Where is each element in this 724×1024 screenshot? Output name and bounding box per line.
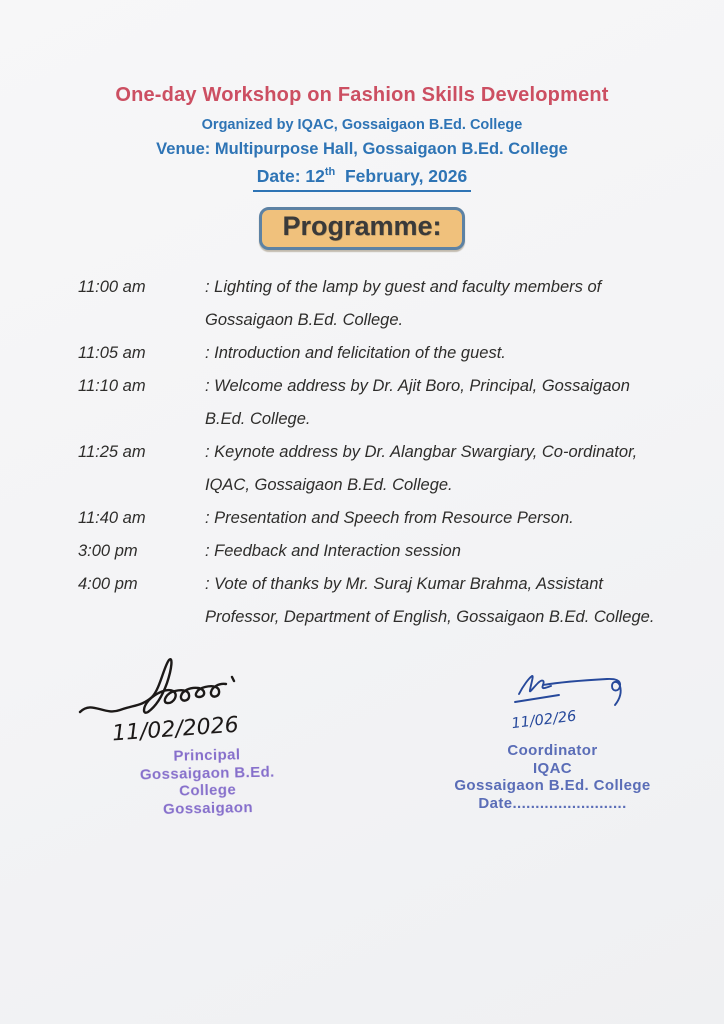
- schedule-description: : Feedback and Interaction session: [205, 542, 461, 560]
- schedule-description: : Vote of thanks by Mr. Suraj Kumar Brahma, Assistant Professor, Department of English, Gossaigaon B.Ed. College.: [205, 575, 655, 626]
- coordinator-handwritten-date: 11/02/26: [510, 708, 578, 733]
- venue-line: Venue: Multipurpose Hall, Gossaigaon B.Ed. College: [156, 140, 568, 158]
- date-line: [253, 166, 471, 192]
- schedule-row: [78, 370, 724, 436]
- schedule-time: 11:40 am: [78, 509, 146, 527]
- date-prefix: Date: 12: [256, 166, 325, 186]
- principal-stamp-line: Gossaigaon B.Ed. College: [139, 763, 275, 800]
- coordinator-stamp-line: Coordinator: [507, 742, 598, 759]
- schedule-description: : Introduction and felicitation of the guest.: [205, 344, 506, 362]
- coordinator-stamp-line: Gossaigaon B.Ed. College: [454, 777, 651, 794]
- coordinator-signature-ink: [503, 666, 643, 741]
- schedule-time: 11:25 am: [78, 443, 146, 461]
- schedule-row: [78, 535, 724, 568]
- schedule-time: 11:10 am: [78, 377, 146, 395]
- schedule-description: : Lighting of the lamp by guest and faculty members of Gossaigaon B.Ed. College.: [205, 278, 602, 329]
- schedule-list: [78, 271, 724, 634]
- principal-stamp-line: Principal: [173, 746, 241, 765]
- programme-heading-wrap: [0, 207, 724, 250]
- principal-stamp: [109, 745, 305, 819]
- schedule-row: [78, 337, 724, 370]
- organizer-line: Organized by IQAC, Gossaigaon B.Ed. College: [201, 117, 523, 133]
- schedule-time: 11:05 am: [78, 344, 146, 362]
- schedule-description: : Presentation and Speech from Resource Person.: [205, 509, 574, 527]
- schedule-time: 3:00 pm: [78, 542, 138, 560]
- date-ordinal-superscript: th: [324, 166, 336, 179]
- document-header: [0, 0, 724, 192]
- schedule-time: 4:00 pm: [78, 575, 138, 593]
- schedule-row: [78, 271, 724, 337]
- coordinator-stamp: [450, 742, 655, 812]
- date-suffix: February, 2026: [335, 166, 468, 186]
- schedule-description: : Keynote address by Dr. Alangbar Swargiary, Co-ordinator, IQAC, Gossaigaon B.Ed. College.: [205, 443, 638, 494]
- principal-handwritten-date: 11/02/2026: [111, 712, 240, 747]
- coordinator-stamp-line: IQAC: [532, 759, 573, 777]
- schedule-description: : Welcome address by Dr. Ajit Boro, Principal, Gossaigaon B.Ed. College.: [205, 377, 630, 428]
- principal-stamp-line: Gossaigaon: [162, 798, 254, 818]
- programme-heading: Programme:: [259, 207, 464, 250]
- coordinator-stamp-line: Date.........................: [478, 794, 627, 812]
- schedule-time: 11:00 am: [78, 278, 146, 296]
- document-title: One-day Workshop on Fashion Skills Development: [115, 84, 609, 106]
- principal-signature-ink: [76, 650, 291, 750]
- schedule-row: [78, 502, 724, 535]
- schedule-row: [78, 568, 724, 634]
- schedule-row: [78, 436, 724, 502]
